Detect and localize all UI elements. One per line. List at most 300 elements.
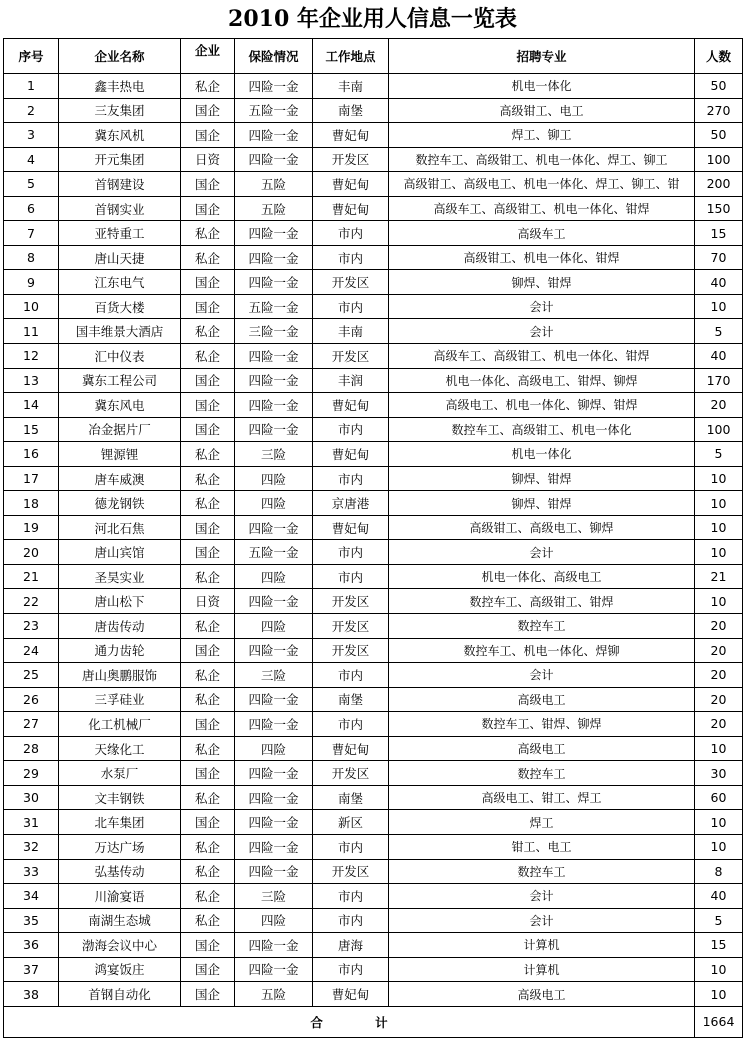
company-name-cell: 天缘化工 <box>59 736 181 761</box>
work-location-cell: 开发区 <box>313 614 389 639</box>
company-type-cell: 私企 <box>181 884 235 909</box>
headcount-cell: 10 <box>695 957 743 982</box>
insurance-cell: 四险一金 <box>235 589 313 614</box>
work-location-cell: 丰南 <box>313 74 389 99</box>
recruit-major-cell: 数控车工、机电一体化、焊铆 <box>389 638 695 663</box>
table-row <box>4 442 743 467</box>
company-name-cell: 三友集团 <box>59 98 181 123</box>
company-type-cell: 私企 <box>181 834 235 859</box>
company-type-cell: 国企 <box>181 515 235 540</box>
table-row <box>4 908 743 933</box>
insurance-cell: 四险一金 <box>235 270 313 295</box>
recruit-major-cell: 铆焊、钳焊 <box>389 491 695 516</box>
header-type: 企业 <box>181 39 235 74</box>
headcount-cell: 10 <box>695 466 743 491</box>
insurance-cell: 四险一金 <box>235 712 313 737</box>
headcount-cell: 40 <box>695 884 743 909</box>
company-name-cell: 江东电气 <box>59 270 181 295</box>
work-location-cell: 市内 <box>313 417 389 442</box>
insurance-cell: 四险一金 <box>235 393 313 418</box>
table-row <box>4 515 743 540</box>
headcount-cell: 5 <box>695 908 743 933</box>
table-row <box>4 614 743 639</box>
work-location-cell: 曹妃甸 <box>313 196 389 221</box>
row-no-cell: 6 <box>4 196 59 221</box>
table-row <box>4 245 743 270</box>
insurance-cell: 四险 <box>235 908 313 933</box>
work-location-cell: 曹妃甸 <box>313 515 389 540</box>
header-major: 招聘专业 <box>389 39 695 74</box>
row-no-cell: 21 <box>4 564 59 589</box>
insurance-cell: 四险一金 <box>235 221 313 246</box>
row-no-cell: 16 <box>4 442 59 467</box>
company-name-cell: 首钢建设 <box>59 172 181 197</box>
header-company: 企业名称 <box>59 39 181 74</box>
work-location-cell: 南堡 <box>313 687 389 712</box>
company-type-cell: 私企 <box>181 908 235 933</box>
work-location-cell: 市内 <box>313 294 389 319</box>
work-location-cell: 曹妃甸 <box>313 736 389 761</box>
table-row <box>4 221 743 246</box>
recruit-major-cell: 机电一体化 <box>389 74 695 99</box>
insurance-cell: 四险一金 <box>235 368 313 393</box>
company-type-cell: 国企 <box>181 638 235 663</box>
company-name-cell: 唐齿传动 <box>59 614 181 639</box>
table-row <box>4 319 743 344</box>
row-no-cell: 31 <box>4 810 59 835</box>
recruit-major-cell: 铆焊、钳焊 <box>389 270 695 295</box>
row-no-cell: 38 <box>4 982 59 1007</box>
company-name-cell: 首钢自动化 <box>59 982 181 1007</box>
company-type-cell: 国企 <box>181 294 235 319</box>
recruit-major-cell: 高级车工 <box>389 221 695 246</box>
recruit-major-cell: 焊工 <box>389 810 695 835</box>
table-row <box>4 540 743 565</box>
company-type-cell: 国企 <box>181 98 235 123</box>
table-header <box>4 39 743 74</box>
insurance-cell: 五险 <box>235 982 313 1007</box>
company-type-cell: 日资 <box>181 147 235 172</box>
recruit-major-cell: 会计 <box>389 908 695 933</box>
company-name-cell: 通力齿轮 <box>59 638 181 663</box>
company-name-cell: 德龙钢铁 <box>59 491 181 516</box>
insurance-cell: 三险 <box>235 884 313 909</box>
company-type-cell: 私企 <box>181 442 235 467</box>
company-type-cell: 私企 <box>181 319 235 344</box>
header-count: 人数 <box>695 39 743 74</box>
headcount-cell: 170 <box>695 368 743 393</box>
company-type-cell: 国企 <box>181 417 235 442</box>
row-no-cell: 8 <box>4 245 59 270</box>
company-type-cell: 国企 <box>181 172 235 197</box>
insurance-cell: 四险一金 <box>235 933 313 958</box>
company-name-cell: 锂源锂 <box>59 442 181 467</box>
company-name-cell: 唐山奥鹏服饰 <box>59 663 181 688</box>
recruit-major-cell: 高级电工、机电一体化、铆焊、钳焊 <box>389 393 695 418</box>
company-name-cell: 唐山松下 <box>59 589 181 614</box>
company-name-cell: 国丰维景大酒店 <box>59 319 181 344</box>
recruit-major-cell: 机电一体化、高级电工、钳焊、铆焊 <box>389 368 695 393</box>
insurance-cell: 五险一金 <box>235 540 313 565</box>
headcount-cell: 10 <box>695 982 743 1007</box>
recruit-major-cell: 高级钳工、高级电工、机电一体化、焊工、铆工、钳 <box>389 172 695 197</box>
recruit-major-cell: 高级电工 <box>389 687 695 712</box>
company-type-cell: 私企 <box>181 245 235 270</box>
table-row <box>4 491 743 516</box>
table-row <box>4 98 743 123</box>
insurance-cell: 四险一金 <box>235 123 313 148</box>
table-row <box>4 466 743 491</box>
work-location-cell: 开发区 <box>313 859 389 884</box>
table-row <box>4 368 743 393</box>
row-no-cell: 13 <box>4 368 59 393</box>
insurance-cell: 四险一金 <box>235 74 313 99</box>
recruit-major-cell: 会计 <box>389 540 695 565</box>
row-no-cell: 34 <box>4 884 59 909</box>
company-name-cell: 圣昊实业 <box>59 564 181 589</box>
insurance-cell: 四险 <box>235 614 313 639</box>
table-row <box>4 785 743 810</box>
row-no-cell: 11 <box>4 319 59 344</box>
company-name-cell: 弘基传动 <box>59 859 181 884</box>
insurance-cell: 五险 <box>235 196 313 221</box>
company-type-cell: 私企 <box>181 491 235 516</box>
company-type-cell: 国企 <box>181 368 235 393</box>
insurance-cell: 四险 <box>235 466 313 491</box>
headcount-cell: 20 <box>695 712 743 737</box>
headcount-cell: 50 <box>695 74 743 99</box>
row-no-cell: 19 <box>4 515 59 540</box>
company-type-cell: 私企 <box>181 736 235 761</box>
recruit-major-cell: 计算机 <box>389 957 695 982</box>
company-name-cell: 冶金据片厂 <box>59 417 181 442</box>
row-no-cell: 2 <box>4 98 59 123</box>
table-row <box>4 982 743 1007</box>
insurance-cell: 四险一金 <box>235 417 313 442</box>
headcount-cell: 40 <box>695 270 743 295</box>
table-row <box>4 687 743 712</box>
row-no-cell: 30 <box>4 785 59 810</box>
work-location-cell: 市内 <box>313 466 389 491</box>
table-row <box>4 270 743 295</box>
table-row <box>4 589 743 614</box>
company-name-cell: 开元集团 <box>59 147 181 172</box>
row-no-cell: 35 <box>4 908 59 933</box>
headcount-cell: 10 <box>695 294 743 319</box>
headcount-cell: 70 <box>695 245 743 270</box>
headcount-cell: 50 <box>695 123 743 148</box>
headcount-cell: 5 <box>695 442 743 467</box>
company-name-cell: 冀东工程公司 <box>59 368 181 393</box>
headcount-cell: 21 <box>695 564 743 589</box>
insurance-cell: 四险一金 <box>235 638 313 663</box>
table-row <box>4 147 743 172</box>
company-name-cell: 冀东风电 <box>59 393 181 418</box>
row-no-cell: 7 <box>4 221 59 246</box>
insurance-cell: 四险一金 <box>235 834 313 859</box>
recruit-major-cell: 会计 <box>389 294 695 319</box>
work-location-cell: 开发区 <box>313 344 389 369</box>
headcount-cell: 10 <box>695 515 743 540</box>
header-insurance: 保险情况 <box>235 39 313 74</box>
company-name-cell: 冀东风机 <box>59 123 181 148</box>
headcount-cell: 15 <box>695 221 743 246</box>
recruit-major-cell: 高级车工、高级钳工、机电一体化、钳焊 <box>389 196 695 221</box>
table-row <box>4 810 743 835</box>
company-type-cell: 私企 <box>181 614 235 639</box>
work-location-cell: 开发区 <box>313 638 389 663</box>
work-location-cell: 京唐港 <box>313 491 389 516</box>
company-type-cell: 私企 <box>181 344 235 369</box>
work-location-cell: 曹妃甸 <box>313 123 389 148</box>
recruit-major-cell: 数控车工、高级钳工、机电一体化、焊工、铆工 <box>389 147 695 172</box>
work-location-cell: 丰南 <box>313 319 389 344</box>
company-type-cell: 国企 <box>181 761 235 786</box>
headcount-cell: 8 <box>695 859 743 884</box>
work-location-cell: 市内 <box>313 834 389 859</box>
table-row <box>4 663 743 688</box>
company-type-cell: 国企 <box>181 933 235 958</box>
row-no-cell: 22 <box>4 589 59 614</box>
row-no-cell: 1 <box>4 74 59 99</box>
table-footer <box>4 1006 743 1037</box>
insurance-cell: 四险 <box>235 736 313 761</box>
company-name-cell: 鸿宴饭庄 <box>59 957 181 982</box>
company-name-cell: 水泵厂 <box>59 761 181 786</box>
recruit-major-cell: 高级车工、高级钳工、机电一体化、钳焊 <box>389 344 695 369</box>
row-no-cell: 20 <box>4 540 59 565</box>
recruit-major-cell: 数控车工 <box>389 859 695 884</box>
work-location-cell: 曹妃甸 <box>313 442 389 467</box>
row-no-cell: 9 <box>4 270 59 295</box>
work-location-cell: 市内 <box>313 221 389 246</box>
insurance-cell: 四险一金 <box>235 515 313 540</box>
headcount-cell: 20 <box>695 638 743 663</box>
insurance-cell: 四险一金 <box>235 957 313 982</box>
row-no-cell: 24 <box>4 638 59 663</box>
recruit-major-cell: 高级钳工、机电一体化、钳焊 <box>389 245 695 270</box>
headcount-cell: 30 <box>695 761 743 786</box>
company-type-cell: 国企 <box>181 540 235 565</box>
headcount-cell: 10 <box>695 540 743 565</box>
company-type-cell: 国企 <box>181 982 235 1007</box>
row-no-cell: 25 <box>4 663 59 688</box>
headcount-cell: 150 <box>695 196 743 221</box>
row-no-cell: 5 <box>4 172 59 197</box>
insurance-cell: 四险一金 <box>235 245 313 270</box>
company-type-cell: 日资 <box>181 589 235 614</box>
row-no-cell: 15 <box>4 417 59 442</box>
row-no-cell: 10 <box>4 294 59 319</box>
company-name-cell: 万达广场 <box>59 834 181 859</box>
row-no-cell: 14 <box>4 393 59 418</box>
company-type-cell: 私企 <box>181 221 235 246</box>
headcount-cell: 60 <box>695 785 743 810</box>
table-row <box>4 123 743 148</box>
company-name-cell: 三孚硅业 <box>59 687 181 712</box>
company-type-cell: 私企 <box>181 564 235 589</box>
company-name-cell: 汇中仪表 <box>59 344 181 369</box>
company-type-cell: 国企 <box>181 196 235 221</box>
work-location-cell: 市内 <box>313 884 389 909</box>
table-row <box>4 736 743 761</box>
table-row <box>4 172 743 197</box>
insurance-cell: 四险一金 <box>235 785 313 810</box>
recruit-major-cell: 高级钳工、电工 <box>389 98 695 123</box>
table-row <box>4 712 743 737</box>
insurance-cell: 三险 <box>235 663 313 688</box>
work-location-cell: 开发区 <box>313 589 389 614</box>
insurance-cell: 五险一金 <box>235 294 313 319</box>
headcount-cell: 270 <box>695 98 743 123</box>
recruit-major-cell: 高级电工、钳工、焊工 <box>389 785 695 810</box>
employment-table <box>3 38 743 1038</box>
company-type-cell: 国企 <box>181 957 235 982</box>
work-location-cell: 开发区 <box>313 761 389 786</box>
headcount-cell: 10 <box>695 834 743 859</box>
insurance-cell: 三险一金 <box>235 319 313 344</box>
work-location-cell: 开发区 <box>313 270 389 295</box>
table-row <box>4 417 743 442</box>
row-no-cell: 33 <box>4 859 59 884</box>
company-type-cell: 私企 <box>181 466 235 491</box>
row-no-cell: 3 <box>4 123 59 148</box>
work-location-cell: 曹妃甸 <box>313 172 389 197</box>
headcount-cell: 10 <box>695 589 743 614</box>
row-no-cell: 27 <box>4 712 59 737</box>
work-location-cell: 曹妃甸 <box>313 393 389 418</box>
table-row <box>4 859 743 884</box>
table-row <box>4 74 743 99</box>
recruit-major-cell: 高级电工 <box>389 982 695 1007</box>
headcount-cell: 20 <box>695 663 743 688</box>
work-location-cell: 市内 <box>313 908 389 933</box>
headcount-cell: 20 <box>695 687 743 712</box>
company-type-cell: 国企 <box>181 270 235 295</box>
work-location-cell: 唐海 <box>313 933 389 958</box>
headcount-cell: 5 <box>695 319 743 344</box>
row-no-cell: 37 <box>4 957 59 982</box>
recruit-major-cell: 数控车工、高级钳工、机电一体化 <box>389 417 695 442</box>
work-location-cell: 市内 <box>313 712 389 737</box>
company-type-cell: 私企 <box>181 74 235 99</box>
recruit-major-cell: 钳工、电工 <box>389 834 695 859</box>
table-row <box>4 564 743 589</box>
recruit-major-cell: 高级电工 <box>389 736 695 761</box>
company-name-cell: 鑫丰热电 <box>59 74 181 99</box>
recruit-major-cell: 高级钳工、高级电工、铆焊 <box>389 515 695 540</box>
headcount-cell: 15 <box>695 933 743 958</box>
headcount-cell: 10 <box>695 491 743 516</box>
table-row <box>4 196 743 221</box>
total-label: 合 计 <box>4 1006 695 1037</box>
table-body <box>4 74 743 1007</box>
table-row <box>4 933 743 958</box>
recruit-major-cell: 焊工、铆工 <box>389 123 695 148</box>
headcount-cell: 200 <box>695 172 743 197</box>
insurance-cell: 四险一金 <box>235 147 313 172</box>
row-no-cell: 18 <box>4 491 59 516</box>
company-name-cell: 唐山宾馆 <box>59 540 181 565</box>
insurance-cell: 三险 <box>235 442 313 467</box>
work-location-cell: 南堡 <box>313 98 389 123</box>
table-row <box>4 344 743 369</box>
insurance-cell: 四险 <box>235 491 313 516</box>
company-type-cell: 私企 <box>181 663 235 688</box>
row-no-cell: 26 <box>4 687 59 712</box>
recruit-major-cell: 铆焊、钳焊 <box>389 466 695 491</box>
table-row <box>4 393 743 418</box>
row-no-cell: 29 <box>4 761 59 786</box>
company-type-cell: 私企 <box>181 785 235 810</box>
row-no-cell: 28 <box>4 736 59 761</box>
headcount-cell: 100 <box>695 147 743 172</box>
company-name-cell: 唐山天捷 <box>59 245 181 270</box>
row-no-cell: 23 <box>4 614 59 639</box>
work-location-cell: 市内 <box>313 245 389 270</box>
work-location-cell: 开发区 <box>313 147 389 172</box>
company-name-cell: 首钢实业 <box>59 196 181 221</box>
work-location-cell: 市内 <box>313 564 389 589</box>
insurance-cell: 四险一金 <box>235 859 313 884</box>
headcount-cell: 10 <box>695 810 743 835</box>
headcount-cell: 10 <box>695 736 743 761</box>
insurance-cell: 五险 <box>235 172 313 197</box>
row-no-cell: 32 <box>4 834 59 859</box>
recruit-major-cell: 数控车工 <box>389 614 695 639</box>
insurance-cell: 四险一金 <box>235 761 313 786</box>
work-location-cell: 南堡 <box>313 785 389 810</box>
company-name-cell: 唐车威澳 <box>59 466 181 491</box>
total-count: 1664 <box>695 1006 743 1037</box>
company-name-cell: 河北石焦 <box>59 515 181 540</box>
company-type-cell: 国企 <box>181 393 235 418</box>
insurance-cell: 五险一金 <box>235 98 313 123</box>
row-no-cell: 4 <box>4 147 59 172</box>
work-location-cell: 市内 <box>313 540 389 565</box>
recruit-major-cell: 数控车工、高级钳工、钳焊 <box>389 589 695 614</box>
company-type-cell: 国企 <box>181 810 235 835</box>
company-type-cell: 私企 <box>181 687 235 712</box>
row-no-cell: 12 <box>4 344 59 369</box>
headcount-cell: 100 <box>695 417 743 442</box>
header-location: 工作地点 <box>313 39 389 74</box>
recruit-major-cell: 机电一体化 <box>389 442 695 467</box>
work-location-cell: 曹妃甸 <box>313 982 389 1007</box>
company-name-cell: 川渝宴语 <box>59 884 181 909</box>
company-name-cell: 北车集团 <box>59 810 181 835</box>
headcount-cell: 20 <box>695 614 743 639</box>
company-name-cell: 渤海会议中心 <box>59 933 181 958</box>
recruit-major-cell: 会计 <box>389 663 695 688</box>
recruit-major-cell: 数控车工、钳焊、铆焊 <box>389 712 695 737</box>
company-name-cell: 南湖生态城 <box>59 908 181 933</box>
work-location-cell: 市内 <box>313 957 389 982</box>
company-name-cell: 亚特重工 <box>59 221 181 246</box>
insurance-cell: 四险 <box>235 564 313 589</box>
headcount-cell: 20 <box>695 393 743 418</box>
recruit-major-cell: 会计 <box>389 884 695 909</box>
table-row <box>4 761 743 786</box>
insurance-cell: 四险一金 <box>235 344 313 369</box>
row-no-cell: 36 <box>4 933 59 958</box>
company-name-cell: 文丰钢铁 <box>59 785 181 810</box>
table-row <box>4 294 743 319</box>
header-no: 序号 <box>4 39 59 74</box>
table-row <box>4 638 743 663</box>
recruit-major-cell: 计算机 <box>389 933 695 958</box>
work-location-cell: 丰润 <box>313 368 389 393</box>
